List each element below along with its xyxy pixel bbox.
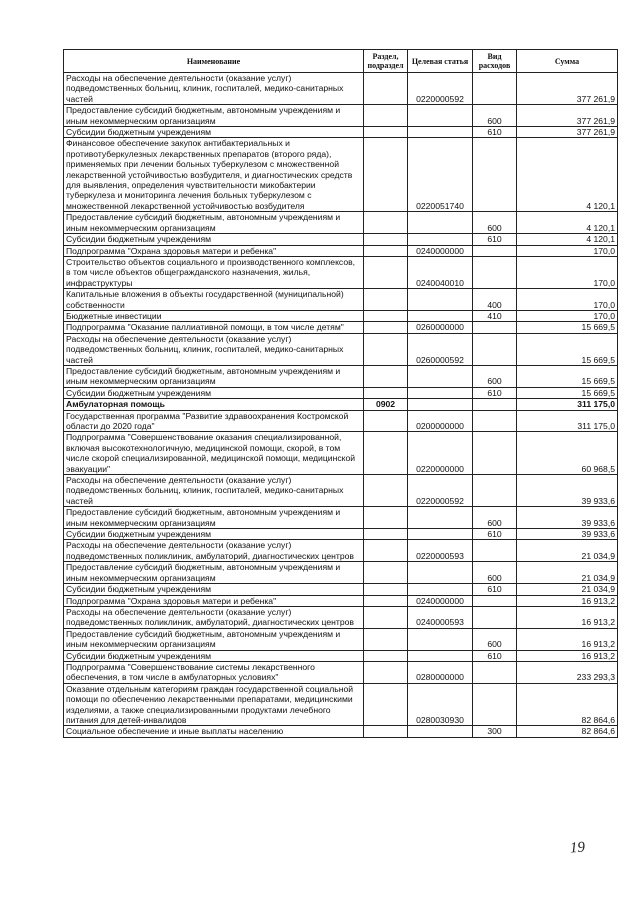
cell-section: 0902 <box>364 399 408 410</box>
cell-amount: 170,0 <box>517 289 618 311</box>
cell-section <box>364 289 408 311</box>
table-row <box>64 507 618 529</box>
table-row <box>64 562 618 584</box>
header-row <box>64 50 618 73</box>
header-section: Раздел, подраздел <box>364 50 408 73</box>
cell-type <box>473 540 517 562</box>
cell-type <box>473 73 517 105</box>
cell-target <box>408 726 473 737</box>
cell-target <box>408 365 473 387</box>
budget-table <box>63 49 618 738</box>
cell-section <box>364 322 408 333</box>
table-row <box>64 105 618 127</box>
cell-name: Субсидии бюджетным учреждениям <box>64 650 364 661</box>
cell-name: Предоставление субсидий бюджетным, автономным учреждениям и иным некоммерческим организациям <box>64 628 364 650</box>
cell-type <box>473 475 517 507</box>
cell-name: Предоставление субсидий бюджетным, автономным учреждениям и иным некоммерческим организациям <box>64 212 364 234</box>
cell-amount: 21 034,9 <box>517 584 618 595</box>
table-row <box>64 529 618 540</box>
page-number: 19 <box>569 839 586 857</box>
cell-type: 610 <box>473 529 517 540</box>
cell-name: Расходы на обеспечение деятельности (оказание услуг) подведомственных больниц, клиник, госпиталей, медико-санитарных частей <box>64 333 364 365</box>
cell-section <box>364 105 408 127</box>
cell-amount: 16 913,2 <box>517 606 618 628</box>
cell-type: 610 <box>473 387 517 398</box>
cell-target: 0280030930 <box>408 683 473 726</box>
cell-type: 610 <box>473 650 517 661</box>
table-row <box>64 432 618 475</box>
cell-name: Финансовое обеспечение закупок антибактериальных и противотуберкулезных лекарственных препаратов (второго ряда), применяемых при лечении больных туберкулезом с множественной лекарственной устойчивостью возбудителя, и диагностических средств для выявления, определения чувствительности микобактерии туберкулеза и мониторинга лечения больных туберкулезом с множественной лекарственной устойчивостью возбудителя <box>64 138 364 212</box>
cell-name: Подпрограмма "Совершенствование оказания специализированной, включая высокотехнологичную, медицинской помощи, скорой, в том числе скорой специализированной, медицинской помощи, медицинской эвакуации" <box>64 432 364 475</box>
cell-target <box>408 105 473 127</box>
table-row <box>64 595 618 606</box>
cell-target <box>408 399 473 410</box>
cell-target: 0220051740 <box>408 138 473 212</box>
cell-target <box>408 212 473 234</box>
table-row <box>64 683 618 726</box>
table-row <box>64 234 618 245</box>
cell-amount: 39 933,6 <box>517 507 618 529</box>
cell-section <box>364 628 408 650</box>
cell-section <box>364 73 408 105</box>
table-row <box>64 73 618 105</box>
cell-name: Субсидии бюджетным учреждениям <box>64 234 364 245</box>
cell-amount: 15 669,5 <box>517 365 618 387</box>
cell-name: Субсидии бюджетным учреждениям <box>64 127 364 138</box>
cell-name: Строительство объектов социального и производственного комплексов, в том числе объектов общегражданского назначения, жилья, инфраструктуры <box>64 256 364 288</box>
cell-amount: 16 913,2 <box>517 595 618 606</box>
cell-type <box>473 322 517 333</box>
cell-target: 0260000000 <box>408 322 473 333</box>
cell-amount: 311 175,0 <box>517 399 618 410</box>
cell-name: Предоставление субсидий бюджетным, автономным учреждениям и иным некоммерческим организациям <box>64 365 364 387</box>
table-row <box>64 399 618 410</box>
cell-section <box>364 432 408 475</box>
cell-name: Субсидии бюджетным учреждениям <box>64 584 364 595</box>
cell-name: Подпрограмма "Совершенствование системы лекарственного обеспечения, в том числе в амбулаторных условиях" <box>64 661 364 683</box>
table-row <box>64 661 618 683</box>
cell-section <box>364 562 408 584</box>
cell-name: Расходы на обеспечение деятельности (оказание услуг) подведомственных поликлиник, амбулаторий, диагностических центров <box>64 606 364 628</box>
cell-type <box>473 683 517 726</box>
cell-section <box>364 127 408 138</box>
table-row <box>64 540 618 562</box>
cell-target <box>408 310 473 321</box>
cell-section <box>364 726 408 737</box>
table-row <box>64 245 618 256</box>
cell-type <box>473 432 517 475</box>
table-row <box>64 387 618 398</box>
table-row <box>64 212 618 234</box>
table-row <box>64 138 618 212</box>
cell-name: Расходы на обеспечение деятельности (оказание услуг) подведомственных больниц, клиник, госпиталей, медико-санитарных частей <box>64 475 364 507</box>
cell-target <box>408 127 473 138</box>
cell-amount: 82 864,6 <box>517 683 618 726</box>
cell-target: 0240040010 <box>408 256 473 288</box>
cell-amount: 4 120,1 <box>517 212 618 234</box>
cell-type <box>473 595 517 606</box>
cell-target: 0280000000 <box>408 661 473 683</box>
cell-name: Предоставление субсидий бюджетным, автономным учреждениям и иным некоммерческим организациям <box>64 105 364 127</box>
cell-section <box>364 529 408 540</box>
table-body <box>64 73 618 738</box>
cell-amount: 377 261,9 <box>517 105 618 127</box>
cell-name: Амбулаторная помощь <box>64 399 364 410</box>
header-name: Наименование <box>64 50 364 73</box>
table-row <box>64 365 618 387</box>
cell-amount: 39 933,6 <box>517 475 618 507</box>
cell-target: 0200000000 <box>408 410 473 432</box>
cell-amount: 233 293,3 <box>517 661 618 683</box>
cell-type: 410 <box>473 310 517 321</box>
cell-type: 400 <box>473 289 517 311</box>
cell-target: 0240000593 <box>408 606 473 628</box>
cell-amount: 15 669,5 <box>517 333 618 365</box>
cell-target <box>408 650 473 661</box>
cell-section <box>364 138 408 212</box>
cell-target: 0220000592 <box>408 475 473 507</box>
cell-amount: 170,0 <box>517 256 618 288</box>
header-type: Вид расходов <box>473 50 517 73</box>
table-row <box>64 606 618 628</box>
cell-target <box>408 584 473 595</box>
cell-type: 610 <box>473 127 517 138</box>
table-row <box>64 475 618 507</box>
cell-section <box>364 595 408 606</box>
cell-amount: 170,0 <box>517 310 618 321</box>
cell-name: Предоставление субсидий бюджетным, автономным учреждениям и иным некоммерческим организациям <box>64 507 364 529</box>
table-row <box>64 256 618 288</box>
cell-target <box>408 387 473 398</box>
cell-amount: 21 034,9 <box>517 562 618 584</box>
table-row <box>64 322 618 333</box>
table-row <box>64 650 618 661</box>
cell-amount: 311 175,0 <box>517 410 618 432</box>
cell-type: 600 <box>473 365 517 387</box>
cell-name: Расходы на обеспечение деятельности (оказание услуг) подведомственных больниц, клиник, госпиталей, медико-санитарных частей <box>64 73 364 105</box>
cell-section <box>364 606 408 628</box>
cell-amount: 15 669,5 <box>517 322 618 333</box>
cell-target: 0220000593 <box>408 540 473 562</box>
cell-section <box>364 212 408 234</box>
cell-section <box>364 540 408 562</box>
cell-section <box>364 256 408 288</box>
cell-target <box>408 529 473 540</box>
cell-target <box>408 507 473 529</box>
table-row <box>64 628 618 650</box>
cell-name: Субсидии бюджетным учреждениям <box>64 529 364 540</box>
cell-section <box>364 650 408 661</box>
cell-type: 610 <box>473 234 517 245</box>
cell-section <box>364 333 408 365</box>
cell-name: Бюджетные инвестиции <box>64 310 364 321</box>
cell-amount: 377 261,9 <box>517 73 618 105</box>
cell-type: 610 <box>473 584 517 595</box>
cell-amount: 39 933,6 <box>517 529 618 540</box>
table-row <box>64 410 618 432</box>
cell-type <box>473 661 517 683</box>
cell-type: 600 <box>473 562 517 584</box>
cell-amount: 4 120,1 <box>517 138 618 212</box>
cell-target <box>408 289 473 311</box>
cell-section <box>364 475 408 507</box>
cell-amount: 16 913,2 <box>517 628 618 650</box>
cell-type <box>473 256 517 288</box>
cell-section <box>364 661 408 683</box>
cell-target <box>408 628 473 650</box>
cell-name: Подпрограмма "Охрана здоровья матери и ребенка" <box>64 595 364 606</box>
cell-section <box>364 245 408 256</box>
cell-section <box>364 310 408 321</box>
table-row <box>64 333 618 365</box>
cell-name: Предоставление субсидий бюджетным, автономным учреждениям и иным некоммерческим организациям <box>64 562 364 584</box>
cell-target: 0240000000 <box>408 245 473 256</box>
table-row <box>64 310 618 321</box>
cell-amount: 377 261,9 <box>517 127 618 138</box>
cell-type <box>473 606 517 628</box>
cell-name: Капитальные вложения в объекты государственной (муниципальной) собственности <box>64 289 364 311</box>
table-row <box>64 289 618 311</box>
cell-type <box>473 333 517 365</box>
cell-type: 600 <box>473 212 517 234</box>
cell-section <box>364 683 408 726</box>
cell-target: 0240000000 <box>408 595 473 606</box>
cell-section <box>364 365 408 387</box>
cell-type: 300 <box>473 726 517 737</box>
cell-target <box>408 234 473 245</box>
cell-amount: 16 913,2 <box>517 650 618 661</box>
cell-type: 600 <box>473 105 517 127</box>
cell-target: 0220000000 <box>408 432 473 475</box>
cell-amount: 82 864,6 <box>517 726 618 737</box>
cell-amount: 21 034,9 <box>517 540 618 562</box>
header-amount: Сумма <box>517 50 618 73</box>
table-row <box>64 726 618 737</box>
cell-section <box>364 507 408 529</box>
cell-type: 600 <box>473 628 517 650</box>
table-row <box>64 584 618 595</box>
cell-section <box>364 410 408 432</box>
cell-amount: 170,0 <box>517 245 618 256</box>
cell-name: Социальное обеспечение и иные выплаты населению <box>64 726 364 737</box>
cell-type: 600 <box>473 507 517 529</box>
cell-name: Подпрограмма "Охрана здоровья матери и ребенка" <box>64 245 364 256</box>
cell-type <box>473 410 517 432</box>
table-row <box>64 127 618 138</box>
cell-section <box>364 234 408 245</box>
cell-name: Подпрограмма "Оказание паллиативной помощи, в том числе детям" <box>64 322 364 333</box>
cell-target: 0260000592 <box>408 333 473 365</box>
cell-name: Субсидии бюджетным учреждениям <box>64 387 364 398</box>
cell-amount: 60 968,5 <box>517 432 618 475</box>
cell-section <box>364 584 408 595</box>
cell-target <box>408 562 473 584</box>
cell-amount: 4 120,1 <box>517 234 618 245</box>
cell-section <box>364 387 408 398</box>
cell-name: Государственная программа "Развитие здравоохранения Костромской области до 2020 года" <box>64 410 364 432</box>
cell-type <box>473 245 517 256</box>
cell-type <box>473 399 517 410</box>
cell-name: Расходы на обеспечение деятельности (оказание услуг) подведомственных поликлиник, амбулаторий, диагностических центров <box>64 540 364 562</box>
cell-amount: 15 669,5 <box>517 387 618 398</box>
cell-target: 0220000592 <box>408 73 473 105</box>
cell-name: Оказание отдельным категориям граждан государственной социальной помощи по обеспечению лекарственными препаратами, медицинскими изделиями, а также специализированными продуктами лечебного питания для детей-инвалидов <box>64 683 364 726</box>
header-target: Целевая статья <box>408 50 473 73</box>
cell-type <box>473 138 517 212</box>
